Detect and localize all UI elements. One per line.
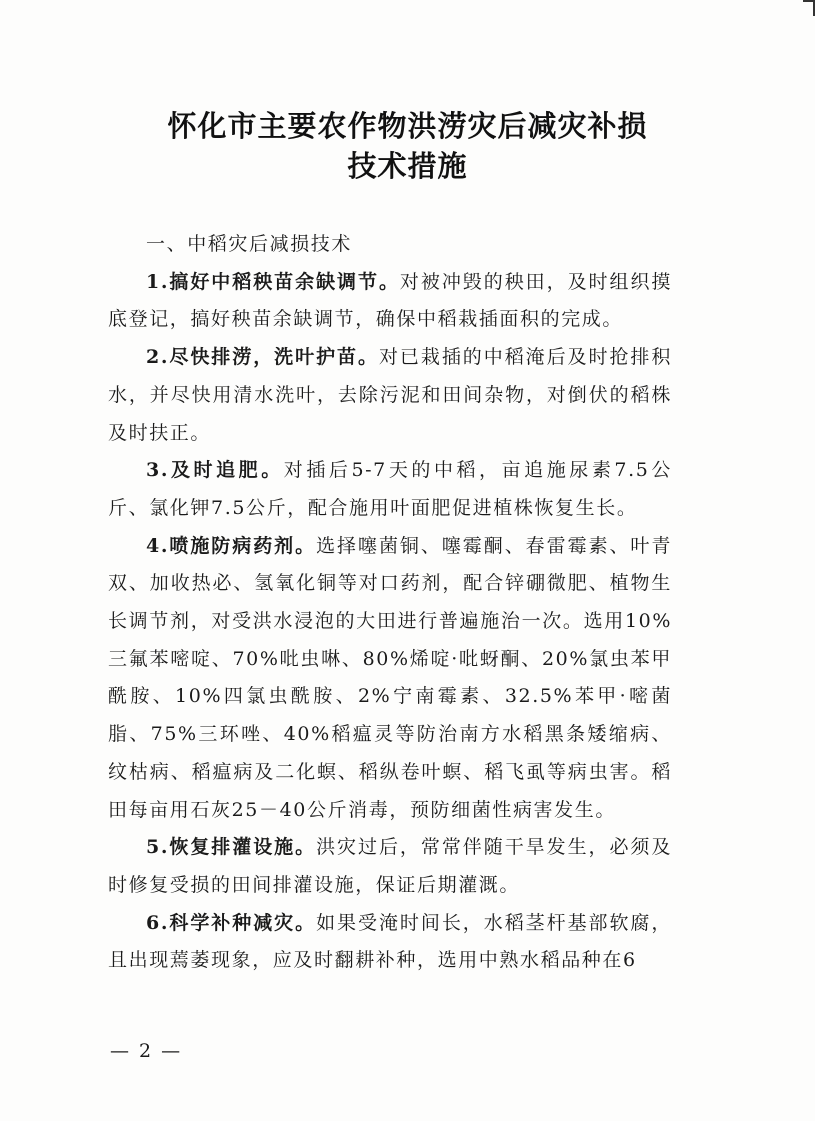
document-title-line-1: 怀化市主要农作物洪涝灾后减灾补损	[167, 109, 648, 143]
paragraph-text: 对已栽插的中稻淹后及时抢排积水，并尽快用清水洗叶，去除污泥和田间杂物，对倒伏的稻株及时扶正。	[108, 346, 672, 444]
paragraph-2	[108, 339, 672, 452]
paragraph-text: 洪灾过后，常常伴随干旱发生，必须及时修复受损的田间排灌设施，保证后期灌溉。	[108, 836, 672, 896]
section-heading: 一、中稻灾后减损技术	[146, 233, 353, 255]
page-number: — 2 —	[110, 1040, 183, 1062]
paragraph-text: 选择噻菌铜、噻霉酮、春雷霉素、叶青双、加收热必、氢氧化铜等对口药剂，配合锌硼微肥、植物生长调节剂，对受洪水浸泡的大田进行普遍施治一次。选用10%三氟苯嘧啶、70%吡虫啉、80%烯啶·吡蚜酮、20%氯虫苯甲酰胺、10%四氯虫酰胺、2%宁南霉素、32.5%苯甲·嘧菌脂、75%三环唑、40%稻瘟灵等防治南方水稻黑条矮缩病、纹枯病、稻瘟病及二化螟、稻纵卷叶螟、稻飞虱等病虫害。稻田每亩用石灰25－40公斤消毒，预防细菌性病害发生。	[108, 534, 672, 821]
paragraph-4	[108, 528, 672, 830]
paragraph-text: 对插后5-7天的中稻，亩追施尿素7.5公斤、氯化钾7.5公斤，配合施用叶面肥促进植株恢复生长。	[108, 459, 672, 519]
paragraph-1	[108, 264, 672, 339]
document-title-line-2: 技术措施	[347, 149, 468, 183]
paragraph-5	[108, 829, 672, 904]
document-body	[108, 226, 672, 980]
paragraph-lead: 6.科学补种减灾。	[146, 911, 317, 934]
paragraph-text: 对被冲毁的秧田，及时组织摸底登记，搞好秧苗余缺调节，确保中稻栽插面积的完成。	[108, 270, 672, 331]
paragraph-6	[108, 905, 672, 980]
paragraph-lead: 5.恢复排灌设施。	[146, 836, 317, 859]
paragraph-lead: 3.及时追肥。	[146, 459, 284, 482]
paragraph-3	[108, 452, 672, 527]
paragraph-lead: 4.喷施防病药剂。	[146, 534, 317, 557]
paragraph-lead: 1.搞好中稻秧苗余缺调节。	[146, 270, 400, 293]
paragraph-lead: 2.尽快排涝，洗叶护苗。	[146, 346, 379, 369]
corner-mark	[803, 0, 815, 16]
paragraph-text: 如果受淹时间长，水稻茎杆基部软腐，且出现蔫萎现象，应及时翻耕补种，选用中熟水稻品种在6	[108, 911, 672, 972]
